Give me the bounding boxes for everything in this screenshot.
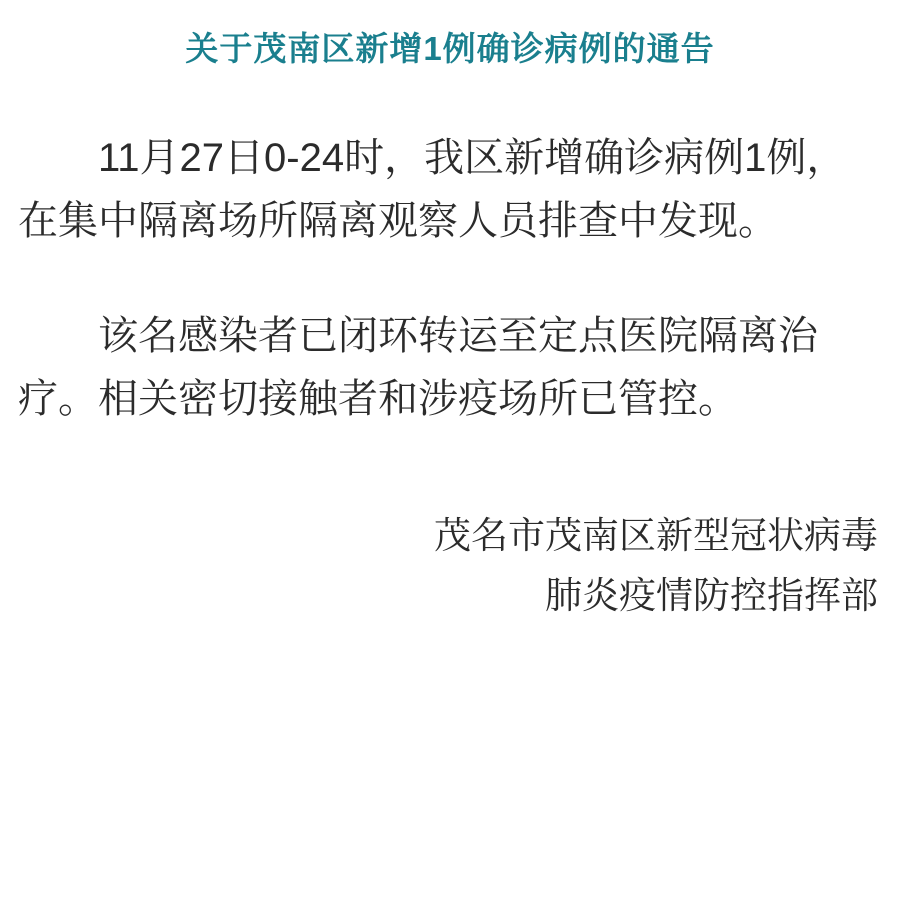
page-title: 关于茂南区新增1例确诊病例的通告 <box>185 30 715 67</box>
notice-body <box>0 127 900 432</box>
paragraph-2: 该名感染者已闭环转运至定点医院隔离治疗。相关密切接触者和涉疫场所已管控。 <box>18 314 818 422</box>
signature-block <box>0 506 900 626</box>
signature-department: 肺炎疫情防控指挥部 <box>545 574 878 616</box>
signature-organization: 茂名市茂南区新型冠状病毒 <box>434 514 878 556</box>
paragraph-1: 11月27日0-24时，我区新增确诊病例1例，在集中隔离场所隔离观察人员排查中发现。 <box>18 135 847 244</box>
